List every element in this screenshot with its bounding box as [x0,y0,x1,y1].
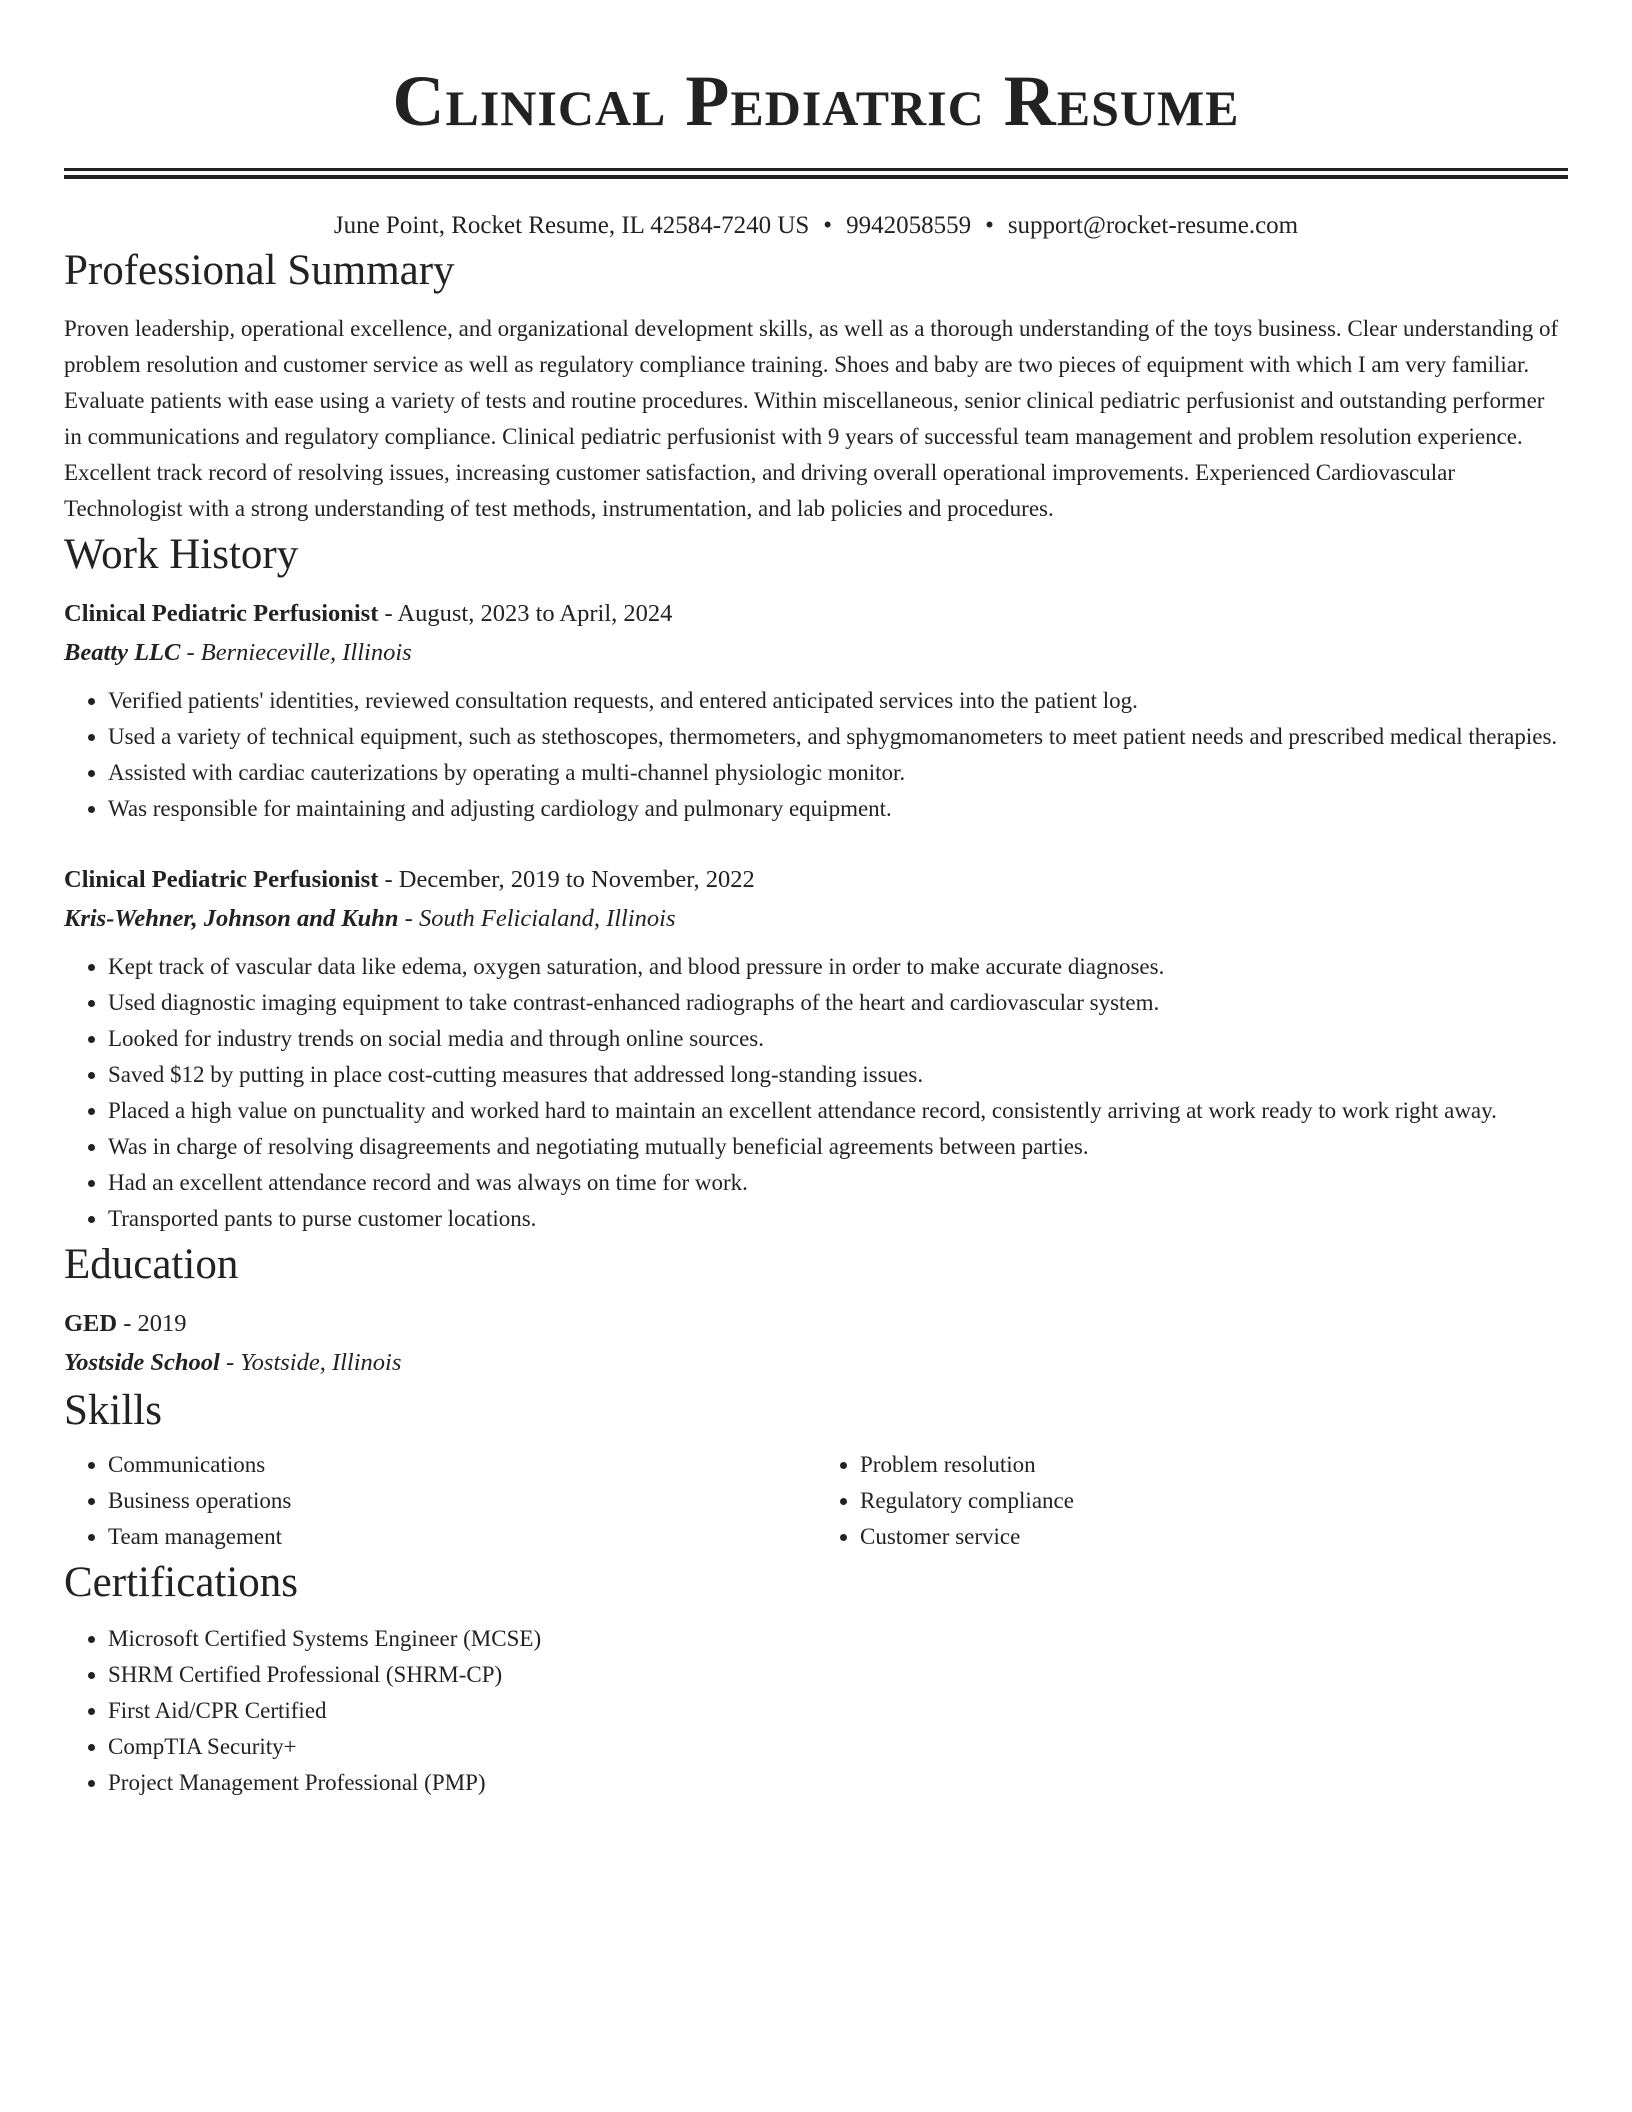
certification-item: • Microsoft Certified Systems Engineer (MCSE) [108,1621,1568,1657]
skills-column-right [816,1447,1568,1555]
contact-address: June Point, Rocket Resume, IL 42584-7240 US [333,212,810,239]
contact-line [64,209,1568,243]
skill-item: • Regulatory compliance [860,1483,1568,1519]
skill-item: • Problem resolution [860,1447,1568,1483]
education-school: Yostside School [64,1349,220,1376]
job-title-line [64,595,1568,633]
resume-title: Clinical Pediatric Resume [392,61,1240,141]
education-entry [64,1305,1568,1383]
education-heading: Education [64,1241,239,1288]
contact-phone: 9942058559 [846,212,972,239]
job-bullet: • Placed a high value on punctuality and worked hard to maintain an excellent attendance record, consistently arriving at work ready to work right away. [108,1093,1568,1129]
job-bullet: • Verified patients' identities, reviewed consultation requests, and entered anticipated services into the patient log. [108,683,1568,719]
job-title: Clinical Pediatric Perfusionist [64,600,379,627]
certification-item: • First Aid/CPR Certified [108,1693,1568,1729]
skill-item: • Communications [108,1447,816,1483]
job-dates: - August, 2023 to April, 2024 [378,600,673,627]
skill-item: • Team management [108,1519,816,1555]
contact-separator: • [823,212,833,239]
certification-item: • SHRM Certified Professional (SHRM-CP) [108,1657,1568,1693]
certification-item: • CompTIA Security+ [108,1729,1568,1765]
education-year: - 2019 [117,1310,187,1337]
job-location: - Bernieceville, Illinois [180,639,412,666]
job-title: Clinical Pediatric Perfusionist [64,866,379,893]
summary-heading: Professional Summary [64,247,455,294]
job-bullet: • Had an excellent attendance record and was always on time for work. [108,1165,1568,1201]
certification-item: • Project Management Professional (PMP) [108,1765,1568,1801]
contact-email: support@rocket-resume.com [1007,212,1299,239]
job-bullet: • Transported pants to purse customer locations. [108,1201,1568,1237]
job-bullet: • Saved $12 by putting in place cost-cutting measures that addressed long-standing issues. [108,1057,1568,1093]
education-location: - Yostside, Illinois [219,1349,402,1376]
job-entry [64,595,1568,827]
job-entry [64,861,1568,1237]
job-company-line [64,899,1568,939]
skills-grid [64,1447,1568,1555]
certifications-list [64,1621,1568,1801]
summary-text: Proven leadership, operational excellence, and organizational development skills, as well as a thorough understanding of the toys business. Clear understanding of problem resolution and customer service as well as regulatory compliance training. Shoes and baby are two pieces of equipment with which I am very familiar. Evaluate patients with ease using a variety of tests and routine procedures. Within miscellaneous, senior clinical pediatric perfusionist and outstanding performer in communications and regulatory compliance. Clinical pediatric perfusionist with 9 years of successful team management and problem resolution experience. Excellent track record of resolving issues, increasing customer satisfaction, and driving overall operational improvements. Experienced Cardiovascular Technologist with a strong understanding of test methods, instrumentation, and lab policies and procedures. [64,316,1559,521]
job-bullet: • Used diagnostic imaging equipment to take contrast-enhanced radiographs of the heart and cardiovascular system. [108,985,1568,1021]
job-bullet: • Was in charge of resolving disagreements and negotiating mutually beneficial agreements between parties. [108,1129,1568,1165]
job-bullet: • Used a variety of technical equipment, such as stethoscopes, thermometers, and sphygmomanometers to meet patient needs and prescribed medical therapies. [108,719,1568,755]
education-degree-line [64,1305,1568,1343]
job-bullet: • Looked for industry trends on social media and through online sources. [108,1021,1568,1057]
skills-heading: Skills [64,1387,162,1434]
skill-item: • Customer service [860,1519,1568,1555]
job-bullet: • Was responsible for maintaining and adjusting cardiology and pulmonary equipment. [108,791,1568,827]
job-title-line [64,861,1568,899]
education-school-line [64,1343,1568,1383]
job-dates: - December, 2019 to November, 2022 [378,866,755,893]
job-company-line [64,633,1568,673]
title-divider [64,168,1568,179]
certifications-heading: Certifications [64,1559,299,1606]
skills-column-left [64,1447,816,1555]
job-company: Kris-Wehner, Johnson and Kuhn [64,905,399,932]
job-bullets [64,683,1568,827]
job-bullets [64,949,1568,1237]
contact-separator: • [985,212,994,239]
job-bullet: • Kept track of vascular data like edema, oxygen saturation, and blood pressure in order to make accurate diagnoses. [108,949,1568,985]
work-history-heading: Work History [64,531,299,578]
job-location: - South Felicialand, Illinois [398,905,676,932]
education-degree: GED [64,1310,118,1337]
job-bullet: • Assisted with cardiac cauterizations by operating a multi-channel physiologic monitor. [108,755,1568,791]
job-company: Beatty LLC [64,639,181,666]
skill-item: • Business operations [108,1483,816,1519]
